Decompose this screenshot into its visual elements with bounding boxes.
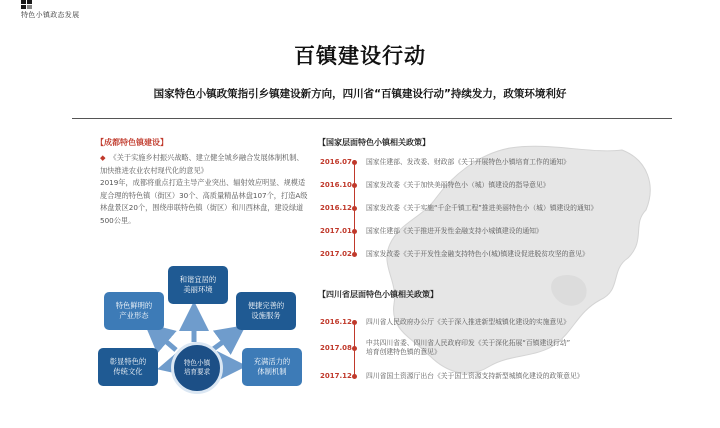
national-policy-5: 国家发改委《关于开发性金融支持特色小(城)镇建设促进脱贫攻坚的意见》	[366, 250, 589, 258]
node-industry-line1: 特色鲜明的	[115, 301, 153, 310]
national-date-1: 2016.07	[320, 158, 352, 166]
timeline-dot-icon	[352, 252, 357, 257]
node-environment	[168, 266, 228, 304]
sichuan-policy-1	[366, 318, 570, 327]
top-bar	[0, 0, 720, 20]
node-mechanism-line1: 充满活力的	[253, 357, 291, 366]
national-policies-title	[318, 137, 430, 148]
page-title: 百镇建设行动	[294, 44, 426, 68]
chengdu-body: 2019年，成都将重点打造主导产业突出、辐射效应明显、规模适度合理的特色镇（街区）30个、高质量精品林盘107个，打造A级林盘景区20个，围绕串联特色镇（街区）和川西林盘，建设绿道500公里。	[100, 178, 308, 225]
chengdu-policy-text: 《关于实施乡村振兴战略、建立健全城乡融合发展体制机制、加快推进农业农村现代化的意见》	[100, 153, 304, 175]
divider	[72, 118, 672, 119]
sichuan-policy-2-line1: 中共四川省委、四川省人民政府印发《关于深化拓展“百镇建设行动”	[366, 339, 571, 347]
timeline-dot-icon	[352, 374, 357, 379]
node-mechanism-line2: 体制机制	[257, 367, 287, 376]
timeline-dot-icon	[352, 206, 357, 211]
center-node-line2: 培育要求	[183, 368, 211, 376]
node-facilities	[236, 292, 296, 330]
brand-logo-icon	[21, 0, 33, 9]
china-map-background	[360, 140, 660, 398]
sichuan-date-2: 2017.08	[320, 344, 352, 352]
center-node-line1: 特色小镇	[183, 359, 211, 367]
timeline-dot-icon	[352, 183, 357, 188]
sichuan-policies-title	[318, 289, 438, 300]
node-culture-line1: 彰显特色的	[109, 357, 147, 366]
bullet-icon: ◆	[100, 153, 106, 162]
chengdu-case-text	[100, 152, 308, 227]
node-industry	[104, 292, 164, 330]
node-facilities-line2: 设施服务	[251, 311, 281, 320]
sichuan-policies-title-text: 【四川省层面特色小镇相关政策】	[318, 290, 438, 299]
chengdu-policy	[100, 152, 308, 177]
page-subtitle: 国家特色小镇政策指引乡镇建设新方向，四川省“百镇建设行动”持续发力，政策环境利好	[153, 88, 567, 100]
node-environment-line1: 和谐宜居的	[179, 275, 217, 284]
sichuan-policy-1-line1: 四川省人民政府办公厅《关于深入推进新型城镇化建设的实施意见》	[366, 318, 570, 326]
national-policy-2: 国家发改委《关于加快美丽特色小（城）镇建设的指导意见》	[366, 181, 550, 189]
national-date-5: 2017.02	[320, 250, 352, 258]
chengdu-case-title: 【成都特色镇建设】	[96, 138, 168, 147]
node-environment-line2: 美丽环境	[183, 285, 213, 294]
national-date-4: 2017.01	[320, 227, 352, 235]
sichuan-policy-2	[366, 339, 570, 357]
node-industry-line2: 产业形态	[119, 311, 149, 320]
sichuan-date-1: 2016.12	[320, 318, 352, 326]
national-policy-1: 国家住建部、发改委、财政部《关于开展特色小镇培育工作的通知》	[366, 158, 570, 166]
sichuan-policy-3-line1: 四川省国土资源厅出台《关于国土资源支持新型城镇化建设的政策意见》	[366, 372, 584, 380]
national-date-3: 2016.12	[320, 204, 352, 212]
node-culture	[98, 348, 158, 386]
sichuan-policy-3	[366, 372, 584, 381]
sichuan-policy-2-line2: 培育创建特色镇的意见》	[366, 348, 441, 356]
brand-text: 特色小镇政态发展	[21, 11, 80, 19]
sichuan-date-3: 2017.12	[320, 372, 352, 380]
timeline-dot-icon	[352, 160, 357, 165]
national-policy-4: 国家住建部《关于推进开发性金融支持小城镇建设的通知》	[366, 227, 543, 235]
timeline-dot-icon	[352, 229, 357, 234]
timeline-dot-icon	[352, 320, 357, 325]
node-mechanism	[242, 348, 302, 386]
national-policy-3: 国家发改委《关于实施“千企千镇工程”推进美丽特色小（城）镇建设的通知》	[366, 204, 598, 212]
national-policies-title-text: 【国家层面特色小镇相关政策】	[318, 138, 430, 147]
national-date-2: 2016.10	[320, 181, 352, 189]
node-culture-line2: 传统文化	[113, 367, 143, 376]
node-facilities-line1: 便捷完善的	[247, 301, 285, 310]
center-node	[171, 342, 223, 394]
timeline-dot-icon	[352, 346, 357, 351]
cultivation-diagram	[96, 262, 304, 408]
